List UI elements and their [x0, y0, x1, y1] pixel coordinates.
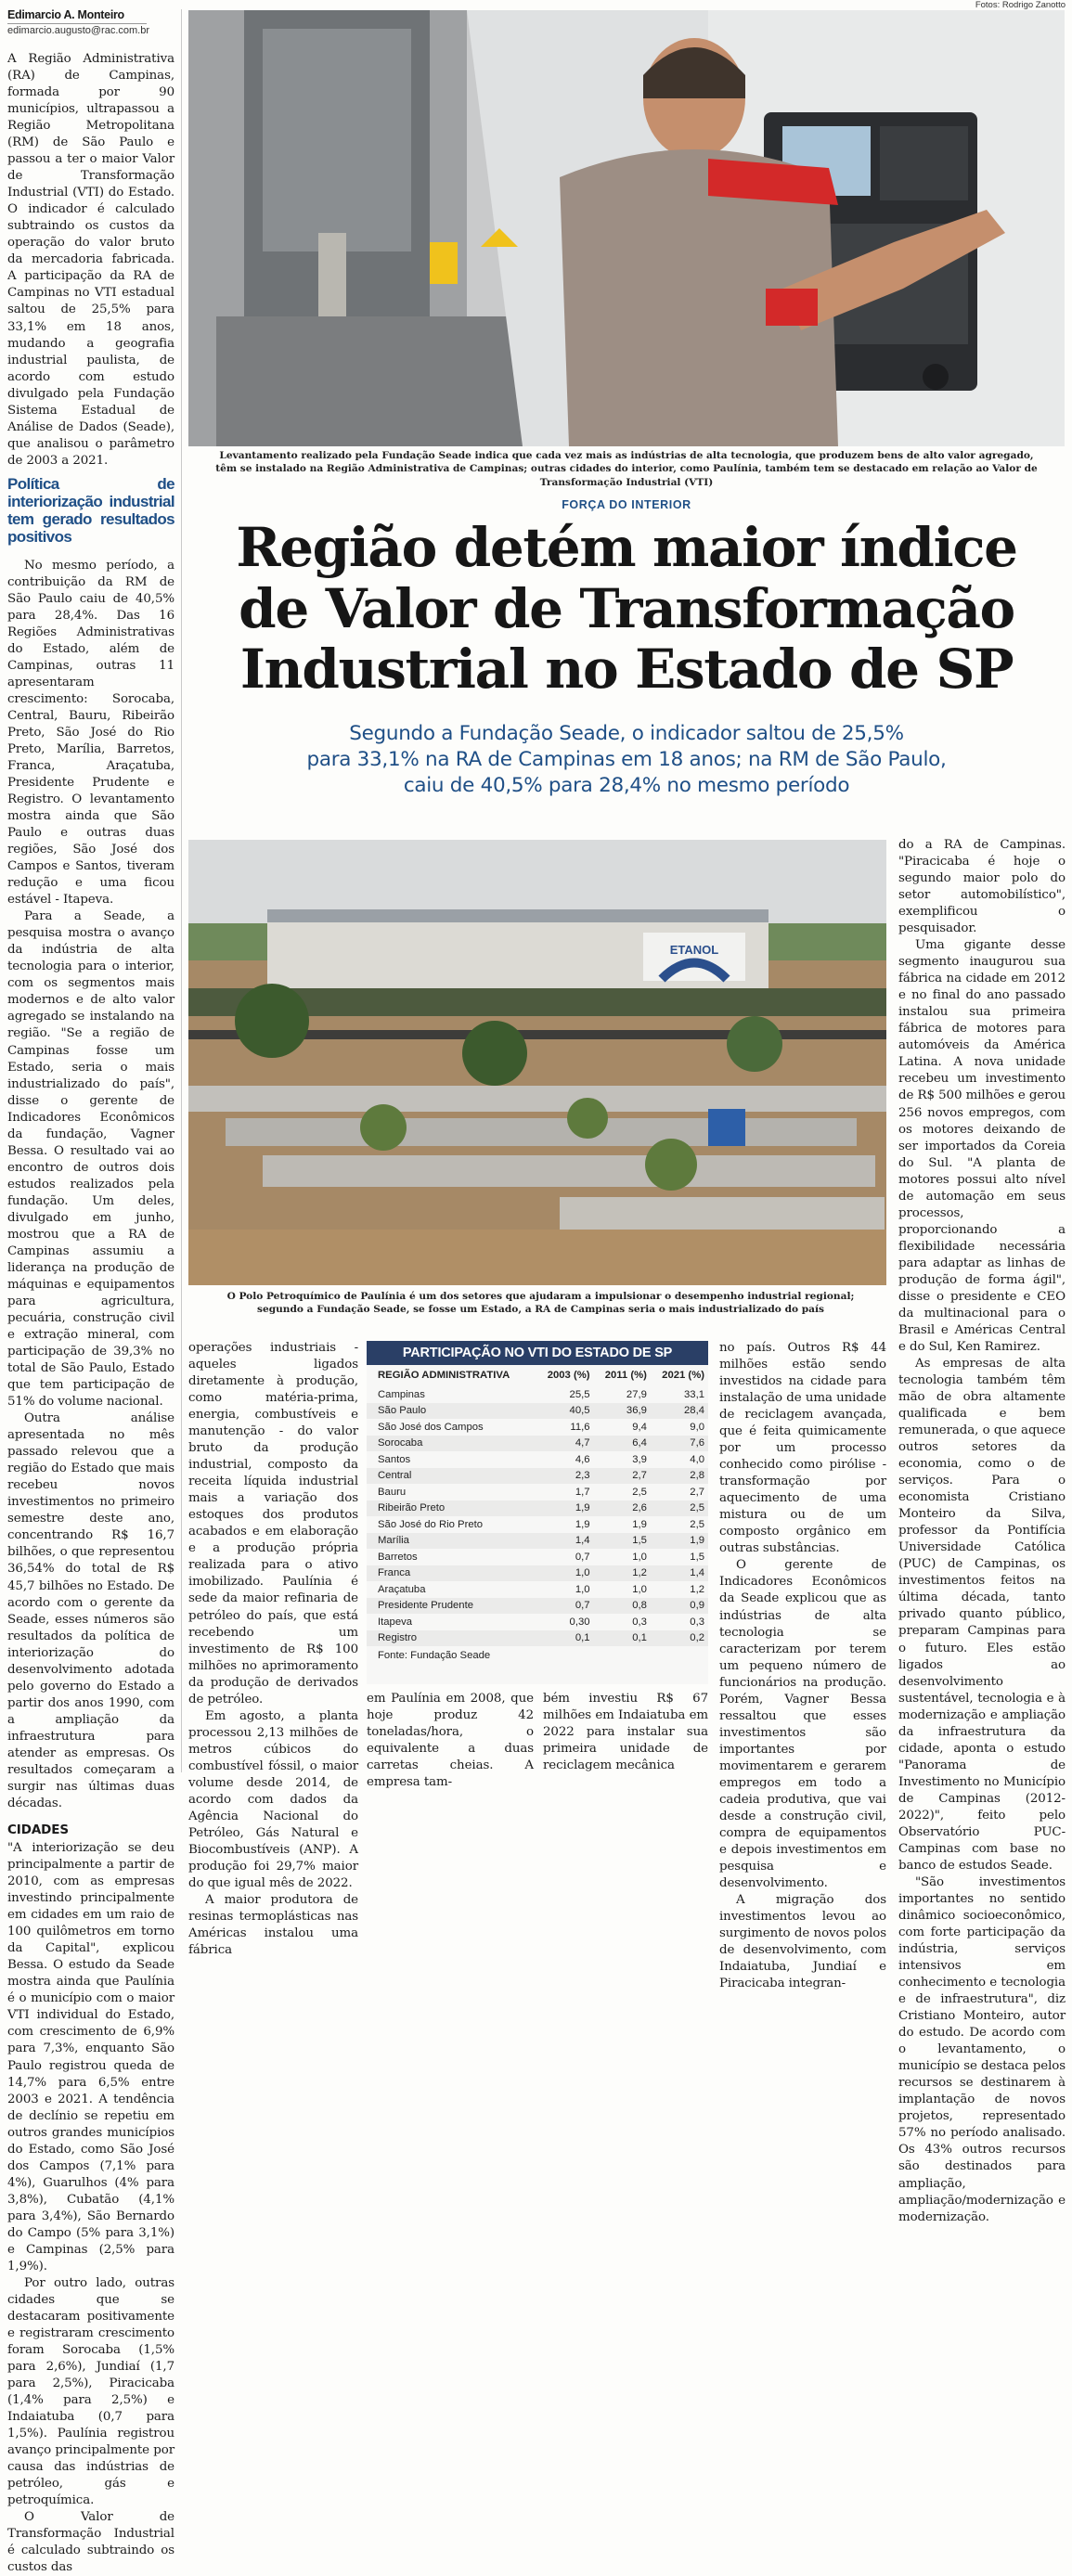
vti-cell-region: Araçatuba	[378, 1583, 426, 1595]
vti-table-title: PARTICIPAÇÃO NO VTI DO ESTADO DE SP	[367, 1341, 708, 1365]
paragraph: A migração dos investimentos levou ao surgimento de novos polos de desenvolvimento, com Indaiatuba, Jundiaí e Piracicaba integran-	[719, 1893, 886, 1991]
vti-header-2003: 2003 (%)	[547, 1370, 590, 1381]
vti-cell-value: 1,5	[594, 1533, 651, 1550]
paragraph: no país. Outros R$ 44 milhões estão sendo investidos na cidade para instalação de uma unidade de reciclagem avançada, que é feita quimicamente por um processo conhecido como pirólise - transformação por aquecimento de uma mistura ou de um composto orgânico em outras substâncias.	[719, 1341, 886, 1556]
vti-cell-region: Marília	[367, 1533, 536, 1550]
article-bottom-right: bém investiu R$ 67 milhões em Indaiatuba em 2022 para instalar sua primeira unidade de reciclagem mecânica	[543, 1692, 708, 1773]
article-column-d	[719, 1340, 886, 1992]
vti-cell-value: 27,9	[626, 1388, 647, 1400]
vti-table-row	[367, 1501, 708, 1517]
vti-table	[367, 1365, 708, 1646]
paragraph: do a RA de Campinas. "Piracicaba é hoje o segundo maior polo do setor automobilístico", exemplificou o pesquisador.	[898, 838, 1066, 936]
paragraph: A maior produtora de resinas termoplásticas nas Américas instalou uma fábrica	[188, 1893, 358, 1958]
headline-line: Região detém maior índice	[236, 516, 1017, 579]
vti-table-row	[367, 1565, 708, 1582]
vti-cell-value: 33,1	[684, 1388, 704, 1400]
vti-cell-value: 1,0	[632, 1551, 647, 1563]
vti-table-row	[367, 1516, 708, 1533]
vti-table-source: Fonte: Fundação Seade	[378, 1650, 491, 1661]
deck	[190, 721, 1063, 799]
vti-cell-value: 2,7	[690, 1486, 704, 1498]
vti-cell-value: 25,5	[569, 1388, 590, 1400]
vti-table-row	[367, 1614, 708, 1630]
vti-table-box	[367, 1341, 708, 1684]
vti-cell-value: 36,9	[594, 1403, 651, 1420]
vti-cell-value: 1,5	[690, 1551, 704, 1563]
paragraph: "A interiorização se deu principalmente a partir de 2010, com as empresas investindo principalmente em cidades em um raio de 100 quilômetros em torno da Capital", explicou Bessa. O estudo da Seade mostra ainda que Paulínia é o município com o maior VTI individual do Estado, com crescimento de 6,9% para 7,3%, enquanto São Paulo registrou queda de 14,7% para 6,5% entre 2003 e 2021. A tendência de declínio se repetiu em outros grandes municípios do Estado, como São José dos Campos (7,1% para 4%), Guarulhos (4% para 3,8%), Cubatão (4,1% para 3,4%), São Bernardo do Campo (5% para 3,1%) e Campinas (2,5% para 1,9%).	[7, 1841, 174, 2273]
vti-cell-region: Santos	[378, 1453, 411, 1465]
article-column-right	[898, 837, 1066, 2226]
vti-cell-value: 2,5	[690, 1518, 704, 1530]
vti-cell-region: Campinas	[378, 1388, 425, 1400]
vti-cell-value: 0,3	[632, 1616, 647, 1628]
vti-cell-value: 1,9	[651, 1533, 708, 1550]
vti-cell-value: 28,4	[651, 1403, 708, 1420]
photo-cnc-operator	[188, 10, 1065, 446]
deck-line: caiu de 40,5% para 28,4% no mesmo período	[403, 773, 850, 797]
vti-cell-region: Itapeva	[378, 1616, 413, 1628]
vti-cell-region: Barretos	[378, 1551, 418, 1563]
headline-line: de Valor de Transformação	[239, 576, 1014, 640]
vti-cell-value: 9,4	[632, 1421, 647, 1433]
vti-cell-value: 9,0	[690, 1421, 704, 1433]
vti-cell-value: 0,9	[651, 1598, 708, 1615]
vti-cell-value: 0,3	[690, 1616, 704, 1628]
vti-cell-value: 1,7	[575, 1486, 590, 1498]
paragraph: Outra análise apresentada no mês passado relevou que a região do Estado que mais recebeu novos investimentos no primeiro semestre deste ano, concentrando R$ 16,7 bilhões, o que representou 36,54% do total de R$ 45,7 bilhões no Estado. De acordo com o gerente da Seade, esses números são resultados da política de interiorização do desenvolvimento adotada pelo governo do Estado a partir dos anos 1990, com a ampliação da infraestrutura para atender as empresas. Os resultados começaram a surgir nas últimas duas décadas.	[7, 1411, 174, 1810]
vti-cell-value: 1,0	[632, 1583, 647, 1595]
subheadline: Política de interiorização industrial tem gerado resultados positivos	[7, 474, 174, 547]
vti-table-row	[367, 1419, 708, 1436]
section-heading: CIDADES	[7, 1822, 70, 1837]
byline-email: edimarcio.augusto@rac.com.br	[7, 25, 150, 36]
paragraph: Em agosto, a planta processou 2,13 milhões de metros cúbicos do combustível fóssil, o maior volume desde 2014, de acordo com dados da Agência Nacional do Petróleo, Gás Natural e Biocombustíveis (ANP). A produção foi 29,7% maior do que igual mês de 2022.	[188, 1708, 358, 1890]
vti-cell-value: 2,5	[651, 1501, 708, 1517]
byline-author: Edimarcio A. Monteiro	[7, 8, 124, 21]
column-divider	[181, 9, 182, 1772]
photo2-caption: O Polo Petroquímico de Paulínia é um dos setores que ajudaram a impulsionar o desempenho industrial regional; segundo a Fundação Seade, se fosse um Estado, a RA de Campinas seria o mais industrializado do país	[226, 1291, 855, 1316]
vti-cell-region: São José do Rio Preto	[378, 1518, 484, 1530]
vti-cell-value: 1,9	[575, 1518, 590, 1530]
vti-table-row	[367, 1533, 708, 1550]
byline	[7, 8, 179, 36]
vti-cell-value: 2,5	[632, 1486, 647, 1498]
vti-table-row	[367, 1451, 708, 1468]
vti-cell-value: 0,2	[651, 1630, 708, 1647]
vti-table-row	[367, 1436, 708, 1452]
article-column-left	[7, 51, 174, 2576]
vti-cell-value: 6,4	[594, 1436, 651, 1452]
vti-cell-value: 2,8	[651, 1468, 708, 1485]
vti-table-row	[367, 1581, 708, 1598]
vti-cell-region: Central	[367, 1468, 536, 1485]
vti-header-2011: 2011 (%)	[604, 1370, 647, 1381]
vti-cell-value: 4,7	[536, 1436, 593, 1452]
vti-cell-value: 0,7	[575, 1551, 590, 1563]
vti-header-region: REGIÃO ADMINISTRATIVA	[378, 1370, 510, 1381]
etanol-sign: ETANOL	[669, 943, 719, 957]
vti-cell-value: 40,5	[536, 1403, 593, 1420]
paragraph: "São investimentos importantes no sentido dinâmico socioeconômico, com forte participação da indústria, serviços intensivos em conhecimento e tecnologia e de infraestrutura", diz Cristiano Monteiro, autor do estudo. De acordo com o levantamento, o município se destaca pelos recursos se destinarem à implantação de novos projetos, representado 57% no período analisado. Os 43% outros recursos são destinados para ampliação, ampliação/modernização e modernização.	[898, 1874, 1066, 2224]
paragraph: A Região Administrativa (RA) de Campinas, formada por 90 municípios, ultrapassou a Região Metropolitana (RM) de São Paulo e passou a ter o maior Valor de Transformação Industrial (VTI) do Estado. O indicador é calculado subtraindo os custos da operação do valor bruto da mercadoria fabricada. A participação da RA de Campinas no VTI estadual saltou de 25,5% para 33,1% em 18 anos, mudando a geografia industrial paulista, de acordo com estudo divulgado pela Fundação Sistema Estadual de Análise de Dados (Seade), que analisou o parâmetro de 2003 a 2021.	[7, 52, 174, 468]
vti-cell-value: 0,1	[536, 1630, 593, 1647]
vti-cell-value: 7,6	[651, 1436, 708, 1452]
article-column-b	[188, 1340, 358, 1959]
vti-cell-value: 1,4	[651, 1565, 708, 1582]
vti-table-row	[367, 1484, 708, 1501]
deck-line: Segundo a Fundação Seade, o indicador saltou de 25,5%	[349, 722, 904, 745]
article-bottom-left: em Paulínia em 2008, que hoje produz 42 toneladas/hora, o equivalente a duas carretas cheias. A empresa tam-	[367, 1692, 534, 1790]
vti-cell-value: 1,0	[575, 1583, 590, 1595]
vti-cell-region: São José dos Campos	[378, 1421, 484, 1433]
kicker: FORÇA DO INTERIOR	[562, 498, 691, 511]
photo-cnc-image	[188, 10, 1065, 446]
vti-cell-value: 0,1	[594, 1630, 651, 1647]
vti-table-header-row	[367, 1365, 708, 1386]
photo-credit: Fotos: Rodrigo Zanotto	[975, 0, 1066, 10]
headline	[190, 518, 1063, 701]
paragraph: Para a Seade, a pesquisa mostra o avanço da indústria de alta tecnologia para o interior, com os segmentos mais modernos e de alto valor agregado se instalando na região. "Se a região de Campinas fosse um Estado, seria o mais industrializado do país", disse o gerente de Indicadores Econômicos da fundação, Vagner Bessa. O resultado vai ao encontro de outros dois estudos realizados pela fundação. Um deles, divulgado em junho, mostrou que a RA de Campinas assumiu a liderança na produção de máquinas e equipamentos para agricultura, pecuária, construção civil e extração mineral, com participação de 39,3% no total de São Paulo, Estado que tem participação de 51% do volume nacional.	[7, 909, 174, 1410]
vti-cell-value: 1,2	[690, 1583, 704, 1595]
vti-table-row	[367, 1549, 708, 1565]
photo-petrochemical	[188, 840, 886, 1285]
vti-cell-value: 2,6	[594, 1501, 651, 1517]
vti-cell-region: Ribeirão Preto	[367, 1501, 536, 1517]
vti-table-row	[367, 1630, 708, 1647]
headline-line: Industrial no Estado de SP	[239, 638, 1014, 702]
paragraph: Uma gigante desse segmento inaugurou sua fábrica na cidade em 2012 e no final do ano passado instalou sua primeira fábrica de motores para automóveis da América Latina. A nova unidade recebeu um investimento de R$ 500 milhões e gerou 256 novos empregos, com os motores deixando de ser importados da Coreia do Sul. "A planta de motores possui alto nível de automação em seus processos, proporcionando a flexibilidade necessária para adaptar as linhas de produção de forma ágil", disse o presidente e CEO da multinacional para o Brasil e Américas Central e do Sul, Ken Ramirez.	[898, 938, 1066, 1354]
vti-cell-value: 3,9	[632, 1453, 647, 1465]
vti-cell-region: Registro	[367, 1630, 536, 1647]
vti-cell-value: 1,9	[536, 1501, 593, 1517]
vti-table-row	[367, 1598, 708, 1615]
vti-cell-value: 1,2	[594, 1565, 651, 1582]
vti-table-row	[367, 1403, 708, 1420]
vti-cell-value: 4,0	[690, 1453, 704, 1465]
vti-cell-value: 0,8	[594, 1598, 651, 1615]
vti-cell-region: Franca	[367, 1565, 536, 1582]
vti-table-row	[367, 1468, 708, 1485]
paragraph: operações industriais - aqueles ligados diretamente à produção, como matéria-prima, energia, combustíveis e manutenção - do valor bruto da produção industrial, composto da receita líquida industrial mais a variação dos estoques dos produtos acabados e em elaboração e a produção própria realizada para o ativo imobilizado. Paulínia é sede da maior refinaria de petróleo do país, que está recebendo um investimento de R$ 100 milhões no aprimoramento da produção de derivados de petróleo.	[188, 1341, 358, 1707]
vti-cell-value: 4,6	[575, 1453, 590, 1465]
photo1-caption: Levantamento realizado pela Fundação Seade indica que cada vez mais as indústrias de alta tecnologia, que produzem bens de alto valor agregado, têm se instalado na Região Administrativa de Campinas; outras cidades do interior, como Paulínia, também tem se destacado em relação ao Valor de Transformação Industrial (VTI)	[215, 450, 1038, 488]
vti-cell-region: Bauru	[378, 1486, 407, 1498]
vti-cell-value: 0,7	[536, 1598, 593, 1615]
paragraph: Por outro lado, outras cidades que se destacaram positivamente e registraram crescimento foram Sorocaba (1,5% para 2,6%), Jundiaí (1,7 para 2,5%), Piracicaba (1,4% para 2,5%) e Indaiatuba (0,7 para 1,5%). Paulínia registrou avanço principalmente por causa das indústrias de petróleo, gás e petroquímica.	[7, 2275, 174, 2508]
vti-cell-value: 2,7	[594, 1468, 651, 1485]
paragraph: O Valor de Transformação Industrial é calculado subtraindo os custos das	[7, 2510, 174, 2575]
vti-table-body	[367, 1386, 708, 1646]
paragraph: No mesmo período, a contribuição da RM de São Paulo caiu de 40,5% para 28,4%. Das 16 Regiões Administrativas do Estado, além de Campinas, outras 11 apresentaram crescimento: Sorocaba, Central, Bauru, Ribeirão Preto, São José do Rio Preto, Marília, Barretos, Franca, Araçatuba, Presidente Prudente e Registro. O levantamento mostra ainda que São Paulo e outras duas regiões, São José dos Campos e Santos, tiveram redução e uma ficou estável - Itapeva.	[7, 558, 174, 908]
vti-cell-region: São Paulo	[367, 1403, 536, 1420]
paragraph: O gerente de Indicadores Econômicos da Seade explicou que as indústrias de alta tecnologia se caracterizam por terem um pequeno número de funcionários na produção. Porém, Vagner Bessa ressaltou que esses investimentos são importantes por movimentarem e gerarem empregos em todo a cadeia produtiva, que vai desde a construção civil, compra de equipamentos e depois investimentos em pesquisa e desenvolvimento.	[719, 1558, 886, 1890]
vti-table-row	[367, 1386, 708, 1403]
photo-petrochemical-image	[188, 840, 886, 1285]
vti-cell-value: 1,9	[632, 1518, 647, 1530]
vti-header-2021: 2021 (%)	[662, 1370, 704, 1381]
byline-rule	[7, 23, 147, 24]
vti-cell-value: 1,4	[536, 1533, 593, 1550]
vti-cell-value: 0,30	[569, 1616, 590, 1628]
paragraph: As empresas de alta tecnologia também têm mão de obra altamente qualificada e bem remunerada, o que aquece outros setores da economia, como o de serviços. Para o economista Cristiano Monteiro da Silva, professor da Pontifícia Universidade Católica (PUC) de Campinas, os investimentos feitos na última década, tanto privado quanto público, preparam Campinas para o futuro. Eles estão ligados ao desenvolvimento sustentável, tecnologia e à modernização e ampliação da infraestrutura da cidade, aponta o estudo "Panorama de Investimento no Município de Campinas (2012-2022)", feito pelo Observatório PUC-Campinas com base no banco de estudos Seade.	[898, 1356, 1066, 1873]
vti-cell-value: 2,3	[536, 1468, 593, 1485]
vti-cell-value: 11,6	[570, 1421, 590, 1433]
deck-line: para 33,1% na RA de Campinas em 18 anos; na RM de São Paulo,	[306, 747, 947, 771]
vti-cell-region: Presidente Prudente	[367, 1598, 536, 1615]
vti-cell-region: Sorocaba	[367, 1436, 536, 1452]
vti-cell-value: 1,0	[536, 1565, 593, 1582]
